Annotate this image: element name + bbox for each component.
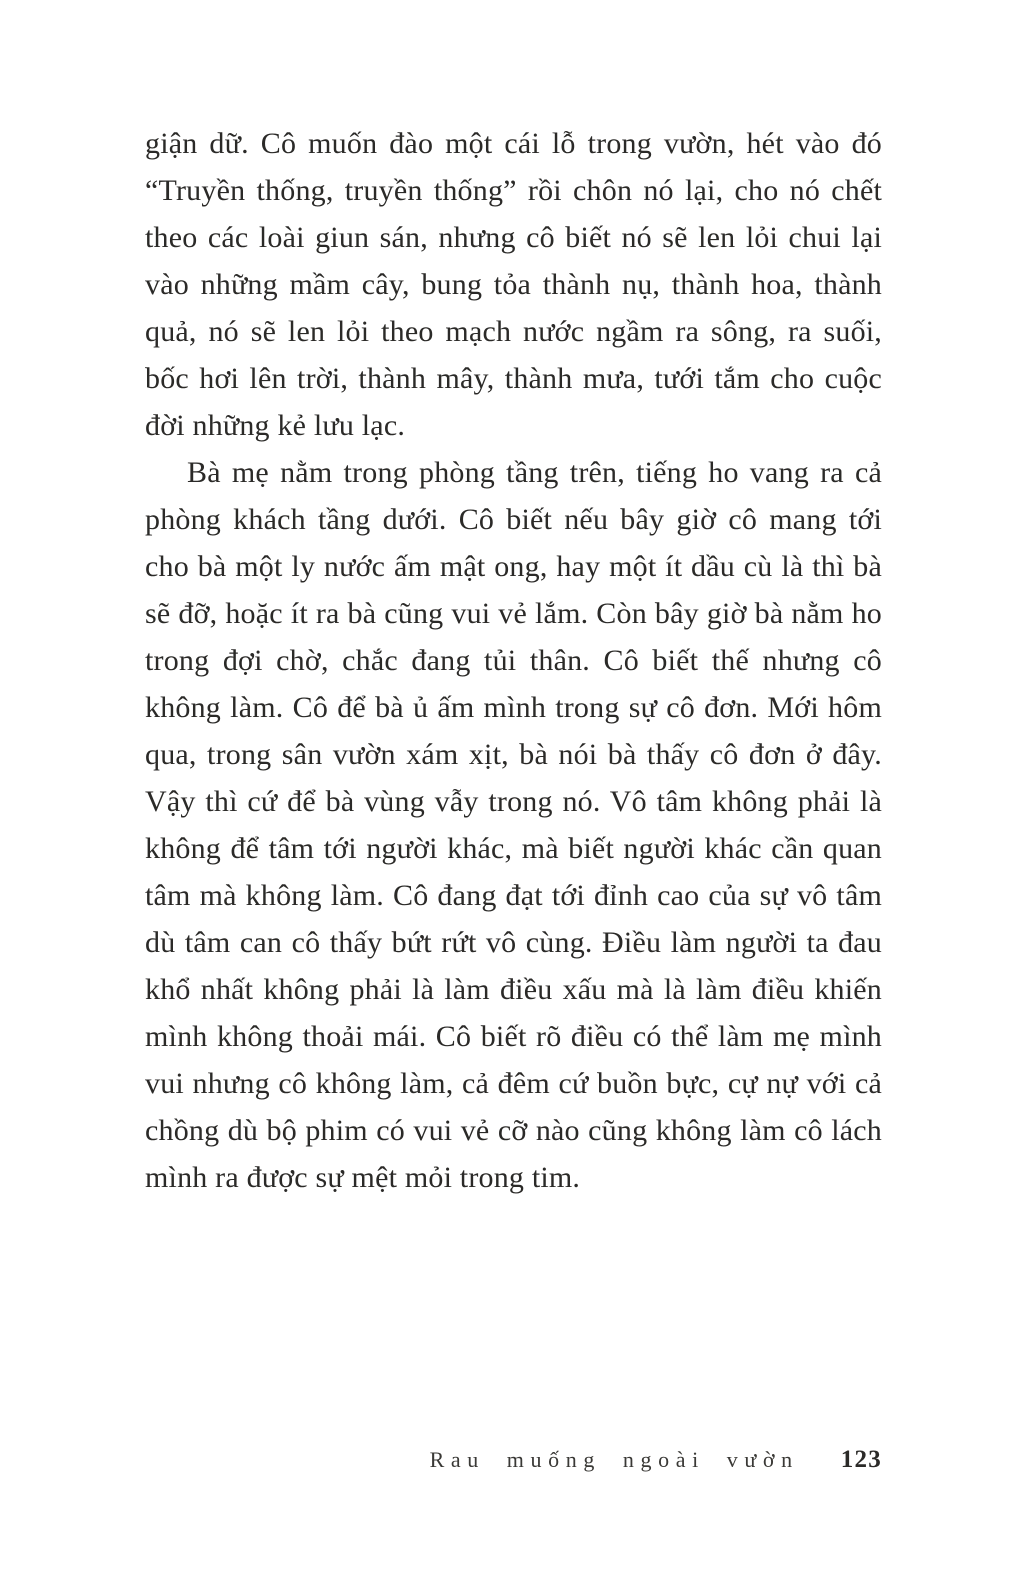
paragraph: Bà mẹ nằm trong phòng tầng trên, tiếng ho vang ra cả phòng khách tầng dưới. Cô biết nếu bây giờ cô mang tới cho bà một ly nước ấm mật ong, hay một ít dầu cù là thì bà sẽ đỡ, hoặc ít ra bà cũng vui vẻ lắm. Còn bây giờ bà nằm ho trong đợi chờ, chắc đang tủi thân. Cô biết thế nhưng cô không làm. Cô để bà ủ ấm mình trong sự cô đơn. Mới hôm qua, trong sân vườn xám xịt, bà nói bà thấy cô đơn ở đây. Vậy thì cứ để bà vùng vẫy trong nó. Vô tâm không phải là không để tâm tới người khác, mà biết người khác cần quan tâm mà không làm. Cô đang đạt tới đỉnh cao của sự vô tâm dù tâm can cô thấy bứt rứt vô cùng. Điều làm người ta đau khổ nhất không phải là làm điều xấu mà là làm điều khiến mình không thoải mái. Cô biết rõ điều có thể làm mẹ mình vui nhưng cô không làm, cả đêm cứ buồn bực, cự nự với cả chồng dù bộ phim có vui vẻ cỡ nào cũng không làm cô lách mình ra được sự mệt mỏi trong tim.	[145, 456, 882, 1194]
page-footer	[430, 1446, 882, 1474]
page-text-block	[145, 120, 882, 1201]
running-title: Rau muống ngoài vườn	[429, 1447, 799, 1472]
page-number: 123	[840, 1446, 882, 1473]
paragraph: giận dữ. Cô muốn đào một cái lỗ trong vườn, hét vào đó “Truyền thống, truyền thống” rồi chôn nó lại, cho nó chết theo các loài giun sán, nhưng cô biết nó sẽ len lỏi chui lại vào những mầm cây, bung tỏa thành nụ, thành hoa, thành quả, nó sẽ len lỏi theo mạch nước ngầm ra sông, ra suối, bốc hơi lên trời, thành mây, thành mưa, tưới tắm cho cuộc đời những kẻ lưu lạc.	[145, 127, 882, 442]
